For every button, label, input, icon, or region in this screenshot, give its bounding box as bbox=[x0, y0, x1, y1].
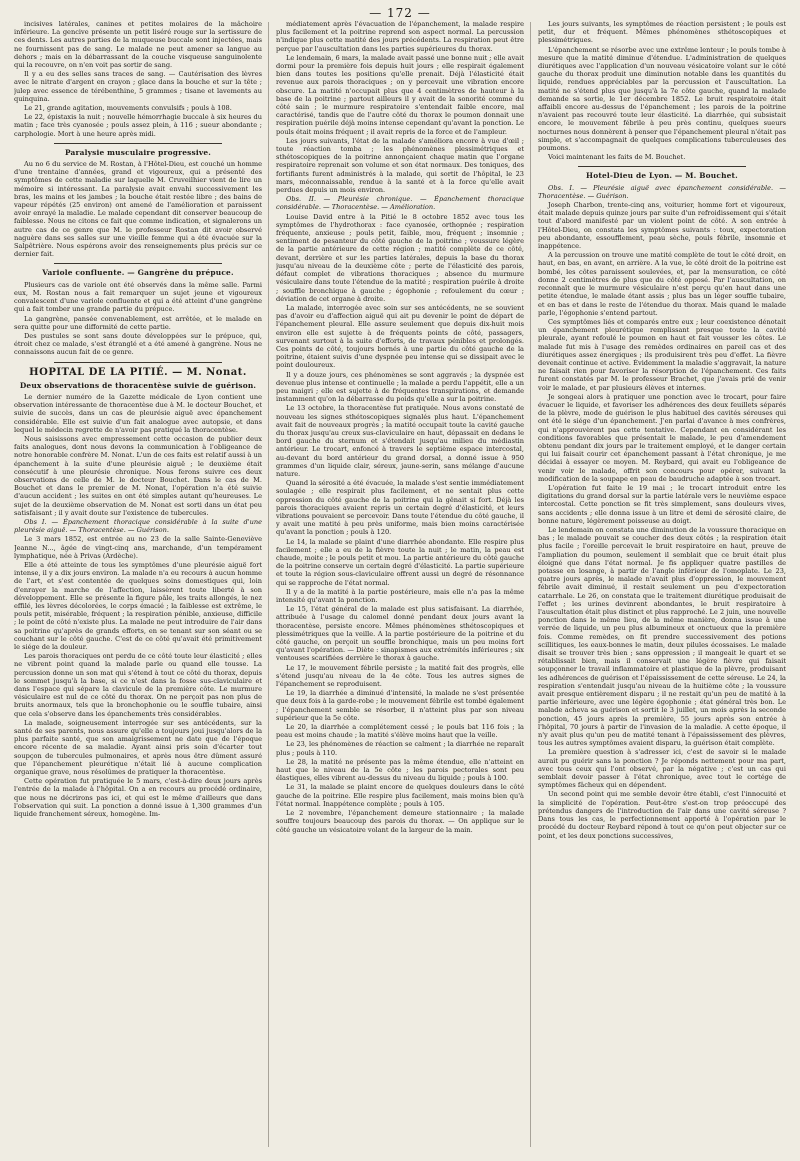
paragraph: Voici maintenant les faits de M. Bouchet. bbox=[548, 153, 686, 162]
paragraph: Cette opération fut pratiquée le 5 mars, c'est-à-dire deux jours après l'entrée de la malade à l'hôpital. On a en recours au procédé ordinaire, que nous ne décrirons pas ici, et qui est le même d'ailleurs que dans l'observation qui suit. La ponction a donné issue à 1,300 grammes d'un liquide franchement séreux, homogène. Im- bbox=[14, 777, 262, 819]
paragraph: La malade, interrogée avec soin sur ses antécédents, ne se souvient pas d'avoir eu d'affection aiguë qui ait pu devenir le point de départ de l'épanchement pleural. Elle assure seulement que depuis dix-huit mois environ elle est sujette à de fréquents points de côté, passagers, survenant surtout à la suite d'efforts, de travaux pénibles et prolongés. Ces points de côté, toujours bornés à une partie du côté gauche de la poitrine, étaient suivis d'une dyspnée peu intense qui se dissipait avec le point douloureux. bbox=[276, 303, 524, 370]
obs-heading: Obs I. — Épanchement thoracique considérable à la suite d'une pleurésie aiguë. — Thoracentèse. — Guérison. bbox=[14, 517, 262, 535]
paragraph: Un second point qui me semble devoir être établi, c'est l'innocuité et la simplicité de l'opération. Peut-être s'est-on trop préoccupé des prétendus dangers de l'introduction de l'air dans une cavité séreuse ? Dans tous les cas, le perfectionnement apporté à l'opération par le procédé du docteur Reybard répond à tout ce qu'on peut objecter sur ce point, et les deux ponctions successives, bbox=[538, 790, 786, 840]
col3-top bbox=[538, 20, 786, 161]
paragraph: incisives latérales, canines et petites molaires de la mâchoire inférieure. La gencive présente un petit liséré rouge sur la sertissure de ces dents. Les autres parties de la muqueuse buccale sont injectées, mais ne fournissent pas de sang. Le malade ne peut amener sa langue au dehors ; mais en la débarrassant de la couche visqueuse sanguinolente qui la recouvre, on n'en voit pas sortir de sang. bbox=[14, 20, 262, 70]
col2-obs2 bbox=[276, 213, 524, 834]
paragraph: Le lendemain on constata une diminution de la voussure thoracique en bas ; le malade pouvait se coucher des deux côtés ; la respiration était plus facile ; l'oreille percevait le bruit respiratoire en haut, preuve de l'ampliation du poumon, seulement il semblait que ce bruit était plus éloigné que dans l'état normal. Je fis appliquer quatre pastilles de potasse en losange, à partir de l'angle inférieur de l'omoplate. Le 23, quatre jours après, le malade n'avait plus d'oppression, le mouvement fébrile avait diminué, il restait seulement un peu d'expectoration catarrhale. Le 26, on constata que le traitement diurétique produisait de l'effet ; les urines devinrent abondantes, le bruit respiratoire à l'auscultation était plus distinct et plus rapproché. Le 2 juin, une nouvelle ponction dans le même lieu, de la même manière, donna issue à une verrée de liquide, un peu plus albumineux et onctueux que la première fois. Comme remèdes, on fit prendre successivement des potions scillitiques, les eaux-bonnes le matin, deux pilules écossaises. Le malade disait se trouver très bien ; sans oppression ; il mangeait le quart et se rétablissait bien, mais il conservait une légère fièvre qui faisait soupçonner le travail inflammatoire et plastique de la plèvre, produisant les adhérences de guérison et l'épaississement de cette séreuse. Le 24, la respiration s'entendait jusqu'au niveau de la huitième côte ; la voussure avait presque entièrement disparu ; il ne restait qu'un peu de matité à la partie inférieure, avec une légère égophonie ; état général très bon. Le malade acheva sa guérison et sortit le 3 juillet, un mois après la seconde ponction, 45 jours après la première, 55 jours après son entrée à l'hôpital, 70 jours à partir de l'invasion de la maladie. A cette époque, il n'y avait plus qu'un peu de matité tenant à l'épaississement des plèvres, tous les autres symptômes avaient disparu, la guérison était complète. bbox=[538, 525, 786, 748]
paragraph: Plusieurs cas de variole ont été observés dans la même salle. Parmi eux, M. Rostan nous a fait remarquer un sujet jeune et vigoureux convalescent d'une variole confluente et qui a été atteint d'une gangrène qui a fait tomber une grande partie du prépuce. bbox=[14, 280, 262, 314]
paragraph: Le lendemain, 6 mars, la malade avait passé une bonne nuit ; elle avait dormi pour la première fois depuis huit jours ; elle respirait également bien dans toutes les positions qu'elle prenait. Déjà l'élasticité était revenue aux parois thoraciques ; on y percevait une vibration encore obscure. La matité n'occupait plus que 4 centimètres de hauteur à la base de la poitrine ; partout ailleurs il y avait de la sonorité comme du côté sain ; le murmure respiratoire s'entendait faible encore, mal caractérisé, tandis que de l'autre côté du thorax le poumon donnait une respiration puérile déjà moins intense cependant qu'avant la ponction. Le pouls était moins fréquent ; il avait repris de la force et de l'ampleur. bbox=[276, 53, 524, 136]
paragraph: Il y a douze jours, ces phénomènes se sont aggravés ; la dyspnée est devenue plus intense et continuelle ; la malade a perdu l'appétit, elle a un peu maigri ; elle est sujette à de fréquentes transpirations, et demande instamment qu'on la débarrasse du poids qu'elle a sur la poitrine. bbox=[276, 370, 524, 404]
col3-obs bbox=[538, 201, 786, 840]
col1-top bbox=[14, 20, 262, 138]
paragraph: Les parois thoraciques ont perdu de ce côté toute leur élasticité ; elles ne vibrent point quand la malade parle ou quand elle tousse. La percussion donne un son mat qui s'étend à tout ce côté du thorax, depuis le sommet jusqu'à la base, si ce n'est dans la fosse sus-claviculaire et dans l'espace qui sépare la clavicule de la première côte. Le murmure vésiculaire est nul de ce côté du thorax. On ne perçoit pas non plus de bruits anormaux, tels que la bronchophonie ou le souffle tubaire, ainsi que cela s'observe dans les épanchements très considérables. bbox=[14, 652, 262, 718]
paragraph: La première question à s'adresser ici, c'est de savoir si le malade aurait pu guérir sans la ponction ? Je réponds nettement pour ma part, avec tous ceux qui l'ont observé, par la négative ; c'est un cas qui semblait devoir passer à l'état chronique, avec tout le cortége de symptômes fâcheux qui en dépendent. bbox=[538, 748, 786, 790]
paragraph: Je songeai alors à pratiquer une ponction avec le trocart, pour faire évacuer le liquide, et favoriser les adhérences des deux feuillets séparés de la plèvre, mode de guérison le plus habituel des cavités séreuses qui ont été le siége d'un épanchement. J'en parlai d'avance à mes confrères, qui n'approuvèrent pas cette tentative. Cependant en considérant les conditions favorables que présentait le malade, le peu d'amendement obtenu pendant dix jours par le traitement employé, et le danger certain qui lui faisait courir cet épanchement passant à l'état chronique, je me décidai à essayer ce moyen. M. Reybard, qui avait eu l'obligeance de venir voir le malade, offrit son concours pour opérer, suivant la modification de la soupape en peau de baudruche adaptée à son trocart. bbox=[538, 392, 786, 483]
paragraph: Le dernier numéro de la Gazette médicale de Lyon contient une observation intéressante de thoracentèse due à M. le docteur Bouchet, et suivie de succès, dans un cas de pleurésie aiguë avec épanchement considérable. Elle est suivie d'un fait analogue avec autopsie, et dans lequel le médecin regrette de n'avoir pas pratiqué la thoracentèse. bbox=[14, 392, 262, 434]
divider-rule bbox=[54, 362, 222, 363]
paragraph: Le 17, le mouvement fébrile persiste ; la matité fait des progrès, elle s'étend jusqu'au niveau de la 4e côte. Tous les autres signes de l'épanchement se reproduisent. bbox=[276, 663, 524, 689]
heading-paralysie: Paralysie musculaire progressive. bbox=[64, 147, 212, 157]
paragraph: A la percussion on trouve une matité complète de tout le côté droit, en haut, en bas, en avant, en arrière. A la vue, le côté droit de la poitrine est bombé, les côtes paraissent soulevées, et, par la mensuration, ce côté donne 2 centimètres de plus que du côté opposé. Par l'auscultation, on reconnaît que le murmure vésiculaire n'est perçu qu'en haut dans une petite étendue, le malade étant assis ; plus bas un léger souffle tubaire, et en bas et dans le reste de l'étendue du thorax. Mais quand le malade parle, l'égophonie s'entend partout. bbox=[538, 251, 786, 317]
heading-variole: Variole confluente. — Gangrène du prépuce. bbox=[42, 268, 234, 278]
col1-var bbox=[14, 281, 262, 357]
paragraph: Quand la sérosité a été évacuée, la malade s'est sentie immédiatement soulagée ; elle respirait plus facilement, et ne sentait plus cette oppression du côté gauche de la poitrine qui la gênait si fort. Déjà les parois thoraciques avaient repris un certain degré d'élasticité, et leurs vibrations pouvaient se percevoir. Dans toute l'étendue du côté gauche, il y avait une matité à peu près uniforme, mais bien moins caractérisée qu'avant la ponction ; pouls à 120. bbox=[276, 479, 524, 537]
column-divider bbox=[530, 22, 531, 1147]
paragraph: Au no 6 du service de M. Rostan, à l'Hôtel-Dieu, est couché un homme d'une trentaine d'années, grand et vigoureux, qui a présenté des symptômes de cette maladie sur laquelle M. Cruveilhier vient de lire un mémoire si intéressant. La paralysie avait envahi successivement les bras, les mains et les jambes ; la bouche était restée libre ; des bains de vapeur répétés (25 environ) ont amené de l'amélioration et paraissent avoir enrayé la maladie. Le malade cependant dit conserver beaucoup de faiblesse. Nous ne citons ce fait que comme indication, et signalerons un autre cas de ce genre que M. le professeur Rostan dit avoir observé naguère dans ses salles sur une vieille femme qui a été évacuée sur la Salpêtrière. Nous espérons avoir des renseignements plus précis sur ce dernier fait. bbox=[14, 160, 262, 259]
paragraph: L'opération fut faite le 19 mai ; le trocart introduit entre les digitations du grand dorsal sur la partie latérale vers le neuvième espace intercostal. Cette ponction se fit très simplement, sans douleurs vives, sans accidents ; elle donna issue à un litre et demi de sérosité claire, de bonne nature, légèrement poisseuse au doigt. bbox=[538, 483, 786, 525]
divider-rule bbox=[54, 143, 222, 144]
paragraph: Le 28, la matité ne présente pas la même étendue, elle n'atteint en haut que le niveau de la 5e côte ; les parois pectorales sont peu élastiques, elles vibrent au-dessus du niveau du liquide ; pouls à 100. bbox=[276, 757, 524, 783]
paragraph: Le 2 novembre, l'épanchement demeure stationnaire ; la malade souffre toujours beaucoup des parois du thorax. — On applique sur le côté gauche un vésicatoire volant de la largeur de la main. bbox=[276, 809, 524, 834]
paragraph: L'épanchement se résorbe avec une extrême lenteur ; le pouls tombe à mesure que la matité diminue d'étendue. L'administration de quelques diurétiques avec l'application d'un nouveau vésicatoire volant sur le côté gauche du thorax produit une diminution notable dans les quantités du liquide, rendues appréciables par la percussion et l'auscultation. La matité ne s'étend plus que jusqu'à la 7e côte gauche, quand la malade demande sa sortie, le 1er décembre 1852. Le bruit respiratoire était affaibli encore au-dessus de l'épanchement ; les parois de la poitrine n'avaient pas recouvré toute leur élasticité. La diarrhée, qui subsistait encore, le mouvement fébrile à peu près continu, quelques sueurs nocturnes nous donnèrent à penser que l'épanchement pleural n'était pas simple, et s'accompagnait de quelques complications tuberculeuses des poumons. bbox=[538, 45, 786, 153]
paragraph: Il y a eu des selles sans traces de sang. — Cautérisation des lèvres avec le nitrate d'argent en crayon ; glace dans la bouche et sur la tête ; julep avec essence de térébenthine, 5 grammes ; tisane et lavements au quinquina. bbox=[14, 70, 262, 103]
paragraph: Le 3 mars 1852, est entrée au no 23 de la salle Sainte-Geneviève Jeanne N..., âgée de vingt-cinq ans, marchande, d'un tempérament lymphatique, née à Privas (Ardèche). bbox=[14, 535, 262, 560]
paragraph: Des pustules se sont sans doute développées sur le prépuce, qui, étroit chez ce malade, s'est étranglé et a été amené à gangrène. Nous ne connaissons aucun fait de ce genre. bbox=[14, 331, 262, 357]
paragraph: Le 23, les phénomènes de réaction se calment ; la diarrhée ne reparaît plus ; pouls à 110. bbox=[276, 740, 524, 757]
paragraph: Nous saisissons avec empressement cette occasion de publier deux faits analogues, dont nous devons la communication à l'obligeance de notre honorable confrère M. Nonat. L'un de ces faits est relatif aussi à un épanchement à la suite d'une pleurésie aiguë ; le deuxième était consécutif à une pleurésie chronique. Nous ferons suivre ces deux observations de celle de M. le docteur Bouchet. Dans le cas de M. Bouchet et dans le premier de M. Nonat, l'opération n'a été suivie d'aucun accident ; les suites en ont été simples autant qu'heureuses. Le sujet de la deuxième observation de M. Nonat est sorti dans un état peu satisfaisant ; il y avait doute sur l'existence de tubercules. bbox=[14, 434, 262, 517]
hospital-heading-pitie: HOPITAL DE LA PITIÉ. — M. Nonat. bbox=[29, 366, 247, 378]
column-3 bbox=[538, 20, 786, 1150]
paragraph: Le 21, grande agitation, mouvements convulsifs ; pouls à 108. bbox=[24, 104, 232, 113]
paragraph: Ces symptômes liés et comparés entre eux ; leur coexistence dénotait un épanchement pleurétique remplissant presque toute la cavité pleurale, ayant refoulé le poumon en haut et fait vousser les côtes. Le malade fut mis à l'usage des remèdes ordinaires en pareil cas et des diurétiques assez énergiques ; ils produisirent très peu d'effet. La fièvre devenait continue et active. Évidemment la maladie s'aggravait, la nature ne faisait rien pour favoriser la résorption de l'épanchement. Ces faits furent constatés par M. le professeur Brachet, que j'avais prié de venir voir le malade, et par plusieurs élèves et internes. bbox=[538, 317, 786, 392]
paragraph: Le 13 octobre, la thoracentèse fut pratiquée. Nous avons constaté de nouveau les signes sthétoscopiques signalés plus haut. L'épanchement avait fait de nouveaux progrès ; la matité occupait toute la cavité gauche du thorax jusqu'au creux sus-claviculaire en haut, dépassait en dedans le bord gauche du sternum et s'étendait jusqu'au milieu du médiastin antérieur. Le trocart, enfoncé à travers le septième espace intercostal, au-devant du bord antérieur du grand dorsal, a donné issue à 950 grammes d'un liquide clair, séreux, jaune-serin, sans mélange d'aucune nature. bbox=[276, 404, 524, 478]
paragraph: Il y a de la matité à la partie postérieure, mais elle n'a pas la même intensité qu'avant la ponction. bbox=[276, 587, 524, 605]
col1-obs1 bbox=[14, 535, 262, 818]
paragraph: La malade, soigneusement interrogée sur ses antécédents, sur la santé de ses parents, nous assure qu'elle a toujours joui jusqu'alors de la plus parfaite santé, que son amaigrissement ne date que de l'époque encore récente de sa maladie. Ayant ainsi pris soin d'écarter tout soupçon de tubercules pulmonaires, et après nous être dûment assuré que l'épanchement pleurétique n'était lié à aucune complication organique grave, nous résolûmes de pratiquer la thoracentèse. bbox=[14, 718, 262, 777]
paragraph: Les jours suivants, les symptômes de réaction persistent ; le pouls est petit, dur et fréquent. Mêmes phénomènes sthétoscopiques et plessimétriques. bbox=[538, 20, 786, 45]
paragraph: Le 20, la diarrhée a complétement cessé ; le pouls bat 116 fois ; la peau est moins chaude ; la matité s'élève moins haut que la veille. bbox=[276, 723, 524, 740]
column-1 bbox=[14, 20, 262, 1150]
col1-pitie bbox=[14, 393, 262, 517]
paragraph: Le 15, l'état général de la malade est plus satisfaisant. La diarrhée, attribuée à l'usage du calomel donné pendant deux jours avant la thoracentèse, persiste encore. Mêmes phénomènes sthétoscopiques et plessimétriques que la veille. A la partie postérieure de la poitrine et du côté gauche, on perçoit un souffle bronchique, mais un peu moins fort qu'avant l'opération. — Diète : sinapismes aux extrémités inférieures ; six ventouses scarifiées derrière le thorax à gauche. bbox=[276, 605, 524, 663]
page-number: — 172 — bbox=[369, 6, 431, 20]
hospital-heading-lyon: Hotel-Dieu de Lyon. — M. Bouchet. bbox=[586, 171, 738, 181]
paragraph: Le 19, la diarrhée a diminué d'intensité, la malade ne s'est présentée que deux fois à la garde-robe ; le mouvement fébrile est tombé également ; l'épanchement semble se résorber, il n'atteint plus par son niveau supérieur que la 5e côte. bbox=[276, 689, 524, 722]
paragraph: Joseph Charbon, trente-cinq ans, voiturier, homme fort et vigoureux, était malade depuis quinze jours par suite d'un refroidissement qui s'était tout d'abord manifesté par un violent point de côté. A son entrée à l'Hôtel-Dieu, on constata les symptômes suivants : toux, expectoration peu abondante, essoufflement, peau sèche, pouls fébrile, insomnie et inappétence. bbox=[538, 201, 786, 251]
divider-rule bbox=[578, 166, 746, 167]
paragraph: médiatement après l'évacuation de l'épanchement, la malade respire plus facilement et la poitrine reprend son aspect normal. La percussion n'indique plus cette matité des jours précédents. La respiration peut être perçue par l'auscultation dans les parties supérieures du thorax. bbox=[276, 20, 524, 53]
paragraph: Le 14, la malade se plaint d'une diarrhée abondante. Elle respire plus facilement ; elle a eu de la fièvre toute la nuit ; le matin, la peau est chaude, moite ; le pouls petit et mou. La partie antérieure du côté gauche de la poitrine conserve un certain degré d'élasticité. La partie supérieure et toute la région sous-claviculaire offrent aussi un degré de résonnance qui se rapproche de l'état normal. bbox=[276, 537, 524, 587]
paragraph: Louise David entre à la Pitié le 8 octobre 1852 avec tous les symptômes de l'hydrothorax : face cyanosée, orthopnée ; respiration fréquente, anxieuse ; pouls petit, faible, mou, fréquent ; insomnie ; sentiment de pesanteur du côté gauche de la poitrine ; voussure légère de la partie antérieure de cette région ; matité complète de ce côté, devant, derrière et sur les parties latérales, depuis la base du thorax jusqu'au niveau de la deuxième côte ; perte de l'élasticité des parois, défaut complet de vibrations thoraciques ; absence du murmure vésiculaire dans toute l'étendue de la matité ; respiration puérile à droite ; souffle bronchique à gauche ; égophonie ; refoulement du cœur ; déviation de cet organe à droite. bbox=[276, 212, 524, 303]
heading-thoracentese: Deux observations de thoracentèse suivie de guérison. bbox=[19, 380, 257, 390]
obs-heading: Obs. II. — Pleurésie chronique. — Épanchement thoracique considérable. — Thoracentèse. — Amélioration. bbox=[276, 195, 524, 212]
paragraph: Le 22, épistaxis la nuit ; nouvelle hémorrhagie buccale à six heures du matin ; face très cyanosée ; pouls assez plein, à 116 ; sueur abondante ; carphologie. Mort à une heure après midi. bbox=[14, 113, 262, 138]
col2-top bbox=[276, 20, 524, 194]
divider-rule bbox=[54, 263, 222, 264]
obs-heading: Obs. I. — Pleurésie aiguë avec épanchement considérable. — Thoracentèse. — Guérison. bbox=[538, 183, 786, 200]
col1-mid bbox=[14, 160, 262, 258]
paragraph: Le 31, la malade se plaint encore de quelques douleurs dans le côté gauche de la poitrine. Elle respire plus facilement, mais moins bien qu'à l'état normal. Inappétence complète ; pouls à 105. bbox=[276, 783, 524, 808]
paragraph: La gangrène, pansée convenablement, est arrêtée, et le malade en sera quitte pour une difformité de cette partie. bbox=[14, 314, 262, 331]
column-2 bbox=[276, 20, 524, 1150]
column-divider bbox=[268, 22, 269, 1147]
paragraph: Les jours suivants, l'état de la malade s'améliora encore à vue d'œil ; toute réaction tomba ; les phénomènes plessimétriques et sthétoscopiques de la poitrine annonçaient chaque matin que l'organe respiratoire reprenait son volume et son état normaux. Des toniques, des fortifiants furent administrés à la malade, qui sortit de l'hôpital, le 23 mars, méconnaissable, rendue à la santé et à la force qu'elle avait perdues depuis un mois environ. bbox=[276, 136, 524, 195]
paragraph: Elle a été atteinte de tous les symptômes d'une pleurésie aiguë fort intense, il y a dix jours environ. La malade n'a eu recours à aucun homme de l'art, et s'est contentée de quelques soins domestiques qui, loin d'enrayer la marche de l'affection, laissèrent toute liberté à son développement. Elle se présente la figure pâle, les traits allongés, le nez effilé, les lèvres décolorées, le corps émacié ; la faiblesse est extrême, le pouls petit, misérable, fréquent ; la respiration pénible, anxieuse, difficile ; le point de côté n'existe plus. La malade ne peut introduire de l'air dans sa poitrine qu'après de grands efforts, en se tenant sur son séant ou se couchant sur le côté gauche. C'est de ce côté qu'avait été primitivement le siége de la douleur. bbox=[14, 560, 262, 652]
